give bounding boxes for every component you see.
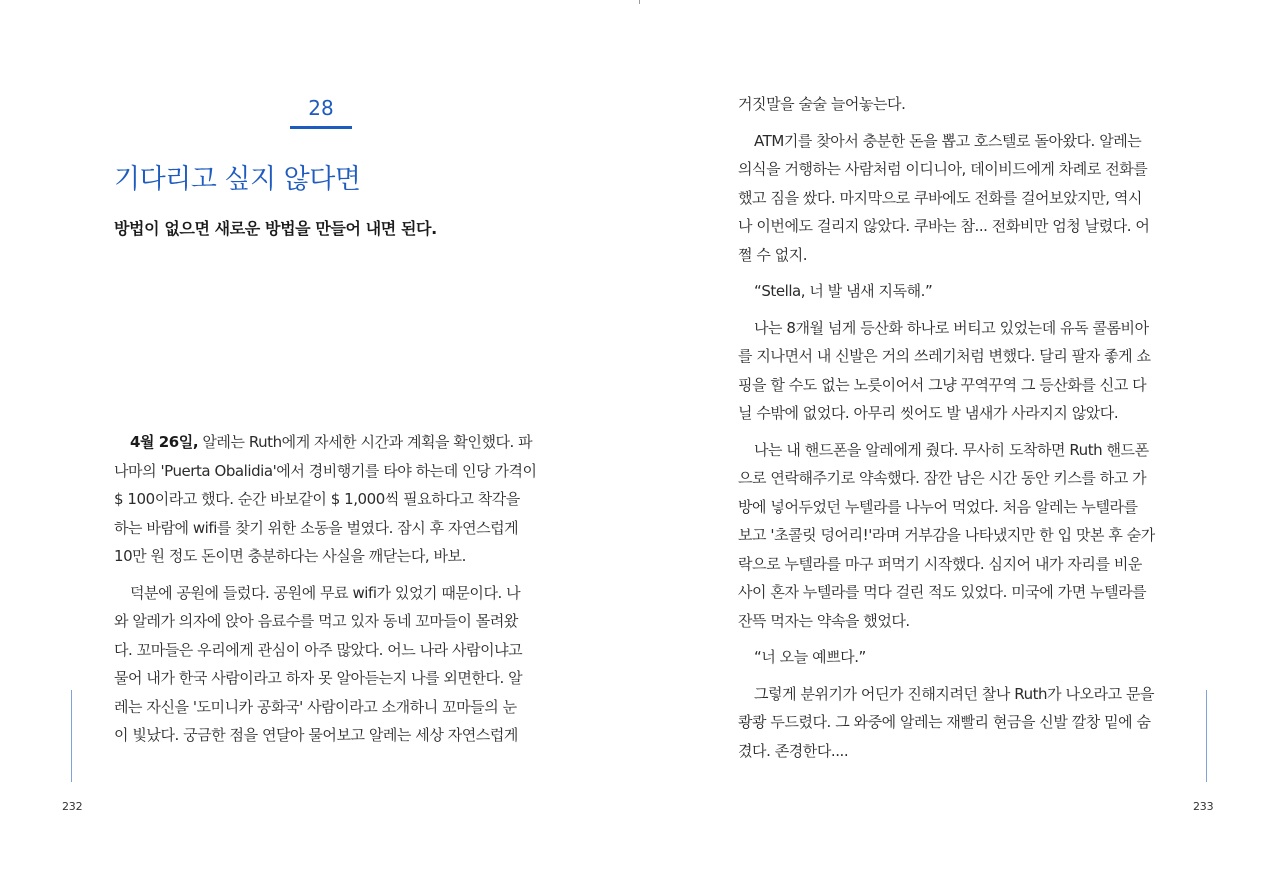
- text-line: 나는 8개월 넘게 등산화 하나로 버티고 있었는데 유독 콜롬비아: [754, 318, 1149, 337]
- text-line: [114, 428, 544, 457]
- text-line: 으로 연락해주기로 약속했다. 잠깐 남은 시간 동안 키스를 하고 가: [738, 469, 1147, 487]
- text-line: 하는 바람에 wifi를 찾기 위한 소동을 벌였다. 잠시 후 자연스럽게: [114, 518, 519, 537]
- chapter-number-underline: [290, 126, 352, 129]
- text-line: 쩔 수 없지.: [738, 245, 808, 264]
- text-line: 잔뜩 먹자는 약속을 했었다.: [738, 611, 910, 630]
- text-line: 했고 짐을 쌌다. 마지막으로 쿠바에도 전화를 걸어보았지만, 역시: [738, 188, 1142, 207]
- text-line: 와 알레가 의자에 앉아 음료수를 먹고 있자 동네 꼬마들이 몰려왔: [114, 612, 518, 630]
- text-line: $ 100이라고 했다. 순간 바보같이 $ 1,000씩 필요하다고 착각을: [114, 490, 520, 508]
- right-page-body: [738, 90, 1170, 765]
- chapter-number: 28: [308, 96, 334, 120]
- page-number: 232: [62, 800, 83, 813]
- chapter-title: 기다리고 싶지 않다면: [114, 164, 361, 195]
- text-line: 의식을 거행하는 사람처럼 이디니아, 데이비드에게 차례로 전화를: [738, 160, 1148, 178]
- text-line: 이 빛났다. 궁금한 점을 연달아 물어보고 알레는 세상 자연스럽게: [114, 726, 518, 744]
- paragraph: [114, 579, 544, 750]
- text-line: 레는 자신을 '도미니카 공화국' 사람이라고 소개하니 꼬마들의 눈: [114, 697, 517, 716]
- text-line: 거짓말을 술술 늘어놓는다.: [738, 95, 906, 113]
- page-number: 233: [1193, 800, 1214, 813]
- text-line: 10만 원 정도 돈이면 충분하다는 사실을 깨닫는다, 바보.: [114, 547, 466, 565]
- paragraph: [114, 428, 544, 571]
- text-line: 그렇게 분위기가 어딘가 진해지려던 찰나 Ruth가 나오라고 문을: [754, 684, 1155, 703]
- entry-date: 4월 26일,: [130, 433, 199, 451]
- margin-accent-bar: [71, 690, 72, 782]
- text-line: 보고 '초콜릿 덩어리!'라며 거부감을 나타냈지만 한 입 맛본 후 숟가: [738, 526, 1155, 544]
- text-line: 덕분에 공원에 들렀다. 공원에 무료 wifi가 있었기 때문이다. 나: [130, 583, 521, 602]
- dialogue-line: “너 오늘 예쁘다.”: [754, 648, 866, 666]
- text-line: 닐 수밖에 없었다. 아무리 씻어도 발 냄새가 사라지지 않았다.: [738, 404, 1119, 422]
- text-line: 나 이번에도 걸리지 않았다. 쿠바는 참... 전화비만 엄청 날렸다. 어: [738, 217, 1150, 235]
- text-fragment: 알레는 Ruth에게 자세한 시간과 계획을 확인했다. 파: [198, 433, 533, 451]
- paragraph: [738, 643, 1170, 672]
- text-line: 를 지나면서 내 신발은 거의 쓰레기처럼 변했다. 달리 팔자 좋게 쇼: [738, 347, 1151, 365]
- text-line: 나마의 'Puerta Obalidia'에서 경비행기를 타야 하는데 인당 가격이: [114, 461, 537, 480]
- text-line: 다. 꼬마들은 우리에게 관심이 아주 많았다. 어느 나라 사람이냐고: [114, 640, 523, 659]
- margin-accent-bar: [1206, 690, 1207, 782]
- text-line: ATM기를 찾아서 충분한 돈을 뽑고 호스텔로 돌아왔다. 알레는: [754, 131, 1142, 150]
- left-page-body: [114, 428, 544, 750]
- text-line: 물어 내가 한국 사람이라고 하자 못 알아듣는지 나를 외면한다. 알: [114, 669, 523, 687]
- paragraph: [738, 314, 1170, 428]
- text-line: 겼다. 존경한다....: [738, 741, 849, 760]
- paragraph: [738, 680, 1170, 766]
- text-line: 사이 혼자 누텔라를 먹다 걸린 적도 있었다. 미국에 가면 누텔라를: [738, 583, 1147, 601]
- text-line: 쾅쾅 두드렸다. 그 와중에 알레는 재빨리 현금을 신발 깔창 밑에 숨: [738, 713, 1151, 731]
- right-page: [640, 0, 1280, 878]
- paragraph: [738, 277, 1170, 306]
- paragraph: [738, 127, 1170, 270]
- chapter-subtitle: 방법이 없으면 새로운 방법을 만들어 내면 된다.: [114, 219, 437, 238]
- paragraph: [738, 90, 1170, 119]
- text-line: 락으로 누텔라를 마구 퍼먹기 시작했다. 심지어 내가 자리를 비운: [738, 554, 1142, 573]
- text-line: 핑을 할 수도 없는 노릇이어서 그냥 꾸역꾸역 그 등산화를 신고 다: [738, 375, 1147, 394]
- text-line: 방에 넣어두었던 누텔라를 나누어 먹었다. 처음 알레는 누텔라를: [738, 497, 1138, 516]
- text-line: 나는 내 핸드폰을 알레에게 줬다. 무사히 도착하면 Ruth 핸드폰: [754, 440, 1149, 459]
- paragraph: [738, 436, 1170, 636]
- dialogue-line: “Stella, 너 발 냄새 지독해.”: [754, 282, 933, 300]
